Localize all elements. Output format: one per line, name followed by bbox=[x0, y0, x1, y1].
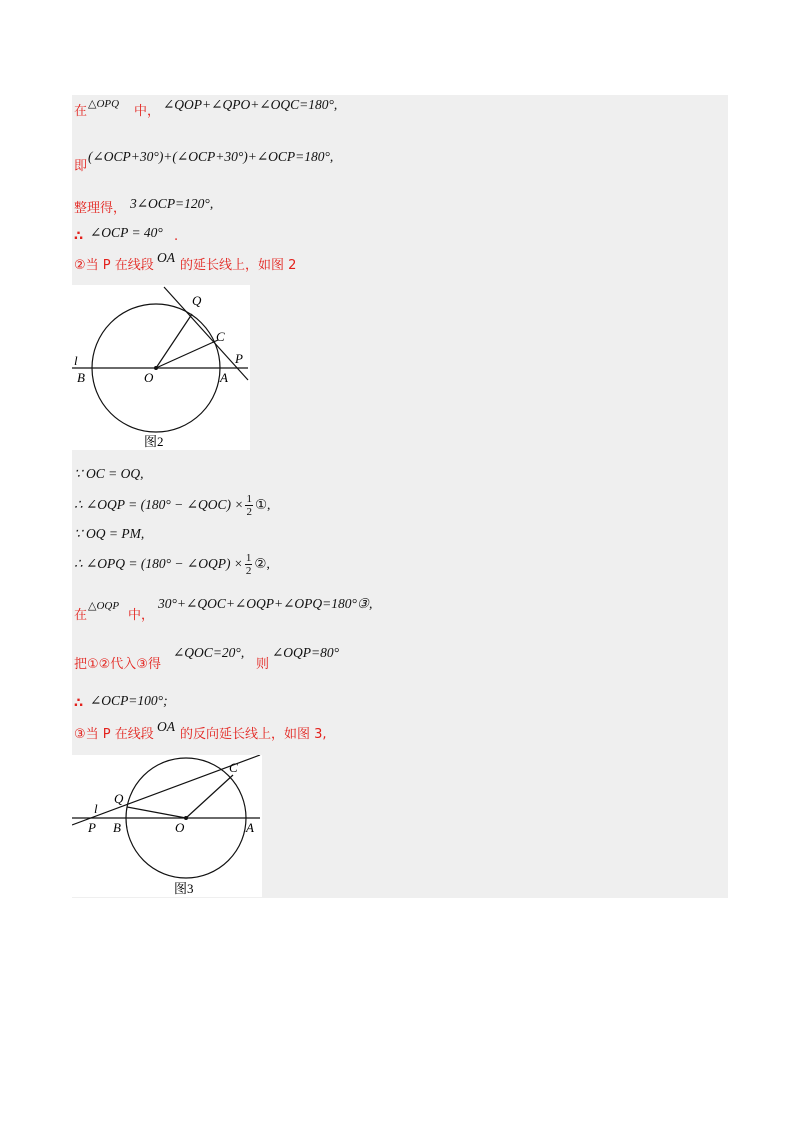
circled-one: ①, bbox=[254, 497, 271, 512]
segment-oa-2: OA bbox=[157, 719, 175, 734]
case-3-heading-b: 的反向延长线上，如图 3, bbox=[180, 727, 327, 742]
radius-oc bbox=[186, 775, 233, 818]
fraction-half-1 bbox=[245, 493, 253, 518]
therefore-symbol-2: ∴ bbox=[74, 696, 84, 711]
fraction-1-numerator: 1 bbox=[246, 493, 252, 506]
text-zhong-2: 中， bbox=[128, 608, 155, 623]
fraction-1-denominator: 2 bbox=[246, 506, 252, 519]
equation-10: 30°+∠QOC+∠OQP+∠OPQ=180°③, bbox=[158, 596, 373, 611]
equation-11b: ∠OQP=80° bbox=[272, 645, 340, 660]
label-o: O bbox=[175, 820, 185, 835]
case-2-heading-b: 的延长线上，如图 2 bbox=[180, 258, 297, 273]
equation-7 bbox=[74, 490, 270, 520]
caption-figure-2: 图2 bbox=[144, 434, 164, 449]
text-zai-2: 在 bbox=[74, 608, 88, 623]
equation-9 bbox=[74, 549, 270, 579]
equation-1: ∠QOP+∠QPO+∠OQC=180°, bbox=[163, 97, 338, 112]
equation-4: ∠OCP = 40° bbox=[90, 225, 163, 240]
fraction-2-denominator: 2 bbox=[245, 565, 252, 578]
label-l: l bbox=[74, 353, 78, 368]
figure-2 bbox=[72, 285, 250, 450]
equation-11a: ∠QOC=20°, bbox=[173, 645, 245, 660]
label-p: P bbox=[88, 820, 96, 835]
segment-oa-1: OA bbox=[157, 250, 175, 265]
segment-qo bbox=[127, 807, 186, 818]
line-1 bbox=[74, 104, 87, 120]
label-p: P bbox=[235, 351, 243, 366]
substitution-text: 把①②代入③得 bbox=[74, 657, 161, 672]
equation-8: ∵ OQ = PM, bbox=[74, 526, 145, 541]
figure-3 bbox=[72, 755, 262, 897]
text-zai: 在 bbox=[74, 104, 88, 119]
case-3-heading-a: ③当 P 在线段 bbox=[74, 727, 154, 742]
label-q: Q bbox=[114, 791, 124, 806]
text-zhong: 中， bbox=[134, 104, 161, 119]
circled-two: ②, bbox=[254, 556, 270, 571]
triangle-opq: △OPQ bbox=[88, 98, 120, 110]
text-zhenglide: 整理得， bbox=[74, 201, 127, 216]
label-q: Q bbox=[192, 293, 202, 308]
label-c: C bbox=[216, 329, 225, 344]
figure-3-diagram bbox=[72, 755, 262, 897]
equation-6: ∵ OC = OQ, bbox=[74, 466, 144, 481]
fraction-half-2 bbox=[245, 552, 253, 577]
figure-2-diagram bbox=[72, 285, 250, 450]
equation-2: (∠OCP+30°)+(∠OCP+30°)+∠OCP=180°, bbox=[88, 149, 334, 164]
label-l: l bbox=[94, 801, 98, 816]
triangle-oqp: △OQP bbox=[88, 600, 120, 612]
label-c: C bbox=[229, 760, 238, 775]
center-point-o bbox=[154, 366, 158, 370]
period-mark: . bbox=[174, 229, 179, 244]
equation-9-main: ∴ ∠OPQ = (180° − ∠OQP) × bbox=[74, 556, 243, 571]
center-point-o bbox=[184, 816, 188, 820]
caption-figure-3: 图3 bbox=[174, 881, 194, 896]
equation-3: 3∠OCP=120°, bbox=[130, 196, 214, 211]
label-b: B bbox=[113, 820, 121, 835]
therefore-symbol-1: ∴ bbox=[74, 229, 84, 244]
label-a: A bbox=[220, 370, 228, 385]
text-ji: 即 bbox=[74, 159, 88, 174]
label-a: A bbox=[246, 820, 254, 835]
equation-12: ∠OCP=100°; bbox=[90, 693, 168, 708]
label-o: O bbox=[144, 370, 154, 385]
case-2-heading-a: ②当 P 在线段 bbox=[74, 258, 154, 273]
secant-pq bbox=[164, 287, 248, 380]
text-ze: 则 bbox=[256, 657, 270, 672]
label-b: B bbox=[77, 370, 85, 385]
fraction-2-numerator: 1 bbox=[245, 552, 252, 565]
equation-7-main: ∴ ∠OQP = (180° − ∠QOC) × bbox=[74, 497, 244, 512]
